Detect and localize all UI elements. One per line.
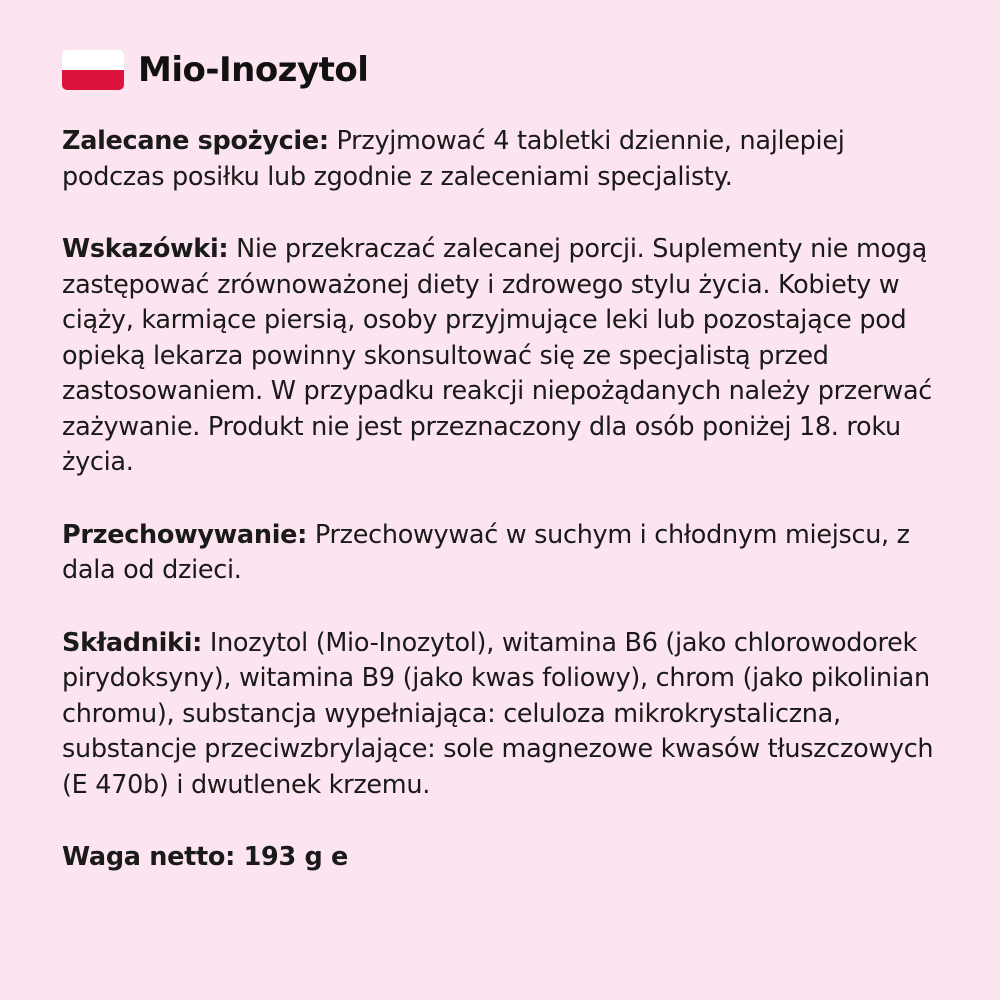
flag-red-stripe <box>62 70 124 90</box>
guidance-section <box>62 232 952 481</box>
recommended-intake-section <box>62 124 952 195</box>
section-text: Nie przekraczać zalecanej porcji. Suplementy nie mogą zastępować zrównoważonej diety i zdrowego stylu życia. Kobiety w ciąży, karmiące piersią, osoby przyjmujące leki lub pozostające pod opieką lekarza powinny skonsultować się ze specjalistą przed zastosowaniem. W przypadku reakcji niepożądanych należy przerwać zażywanie. Produkt nie jest przeznaczony dla osób poniżej 18. roku życia. <box>62 234 933 477</box>
poland-flag-icon <box>62 50 124 90</box>
section-label: Wskazówki: <box>62 234 229 264</box>
header <box>62 46 368 94</box>
product-details <box>62 124 952 876</box>
section-label: Zalecane spożycie: <box>62 126 329 156</box>
ingredients-section <box>62 626 952 804</box>
net-weight: Waga netto: 193 g e <box>62 842 349 872</box>
storage-section <box>62 518 952 589</box>
product-title: Mio-Inozytol <box>138 50 369 90</box>
section-text: Przyjmować 4 tabletki dziennie, najlepiej podczas posiłku lub zgodnie z zaleceniami specjalisty. <box>62 126 845 192</box>
flag-white-stripe <box>62 50 124 70</box>
section-text: Inozytol (Mio-Inozytol), witamina B6 (jako chlorowodorek pirydoksyny), witamina B9 (jako kwas foliowy), chrom (jako pikolinian chromu), substancja wypełniająca: celuloza mikrokrystaliczna, substancje przeciwzbrylające: sole magnezowe kwasów tłuszczowych (E 470b) i dwutlenek krzemu. <box>62 627 934 800</box>
section-text: Przechowywać w suchym i chłodnym miejscu, z dala od dzieci. <box>62 519 910 585</box>
section-label: Składniki: <box>62 627 203 658</box>
section-label: Przechowywanie: <box>62 519 308 550</box>
